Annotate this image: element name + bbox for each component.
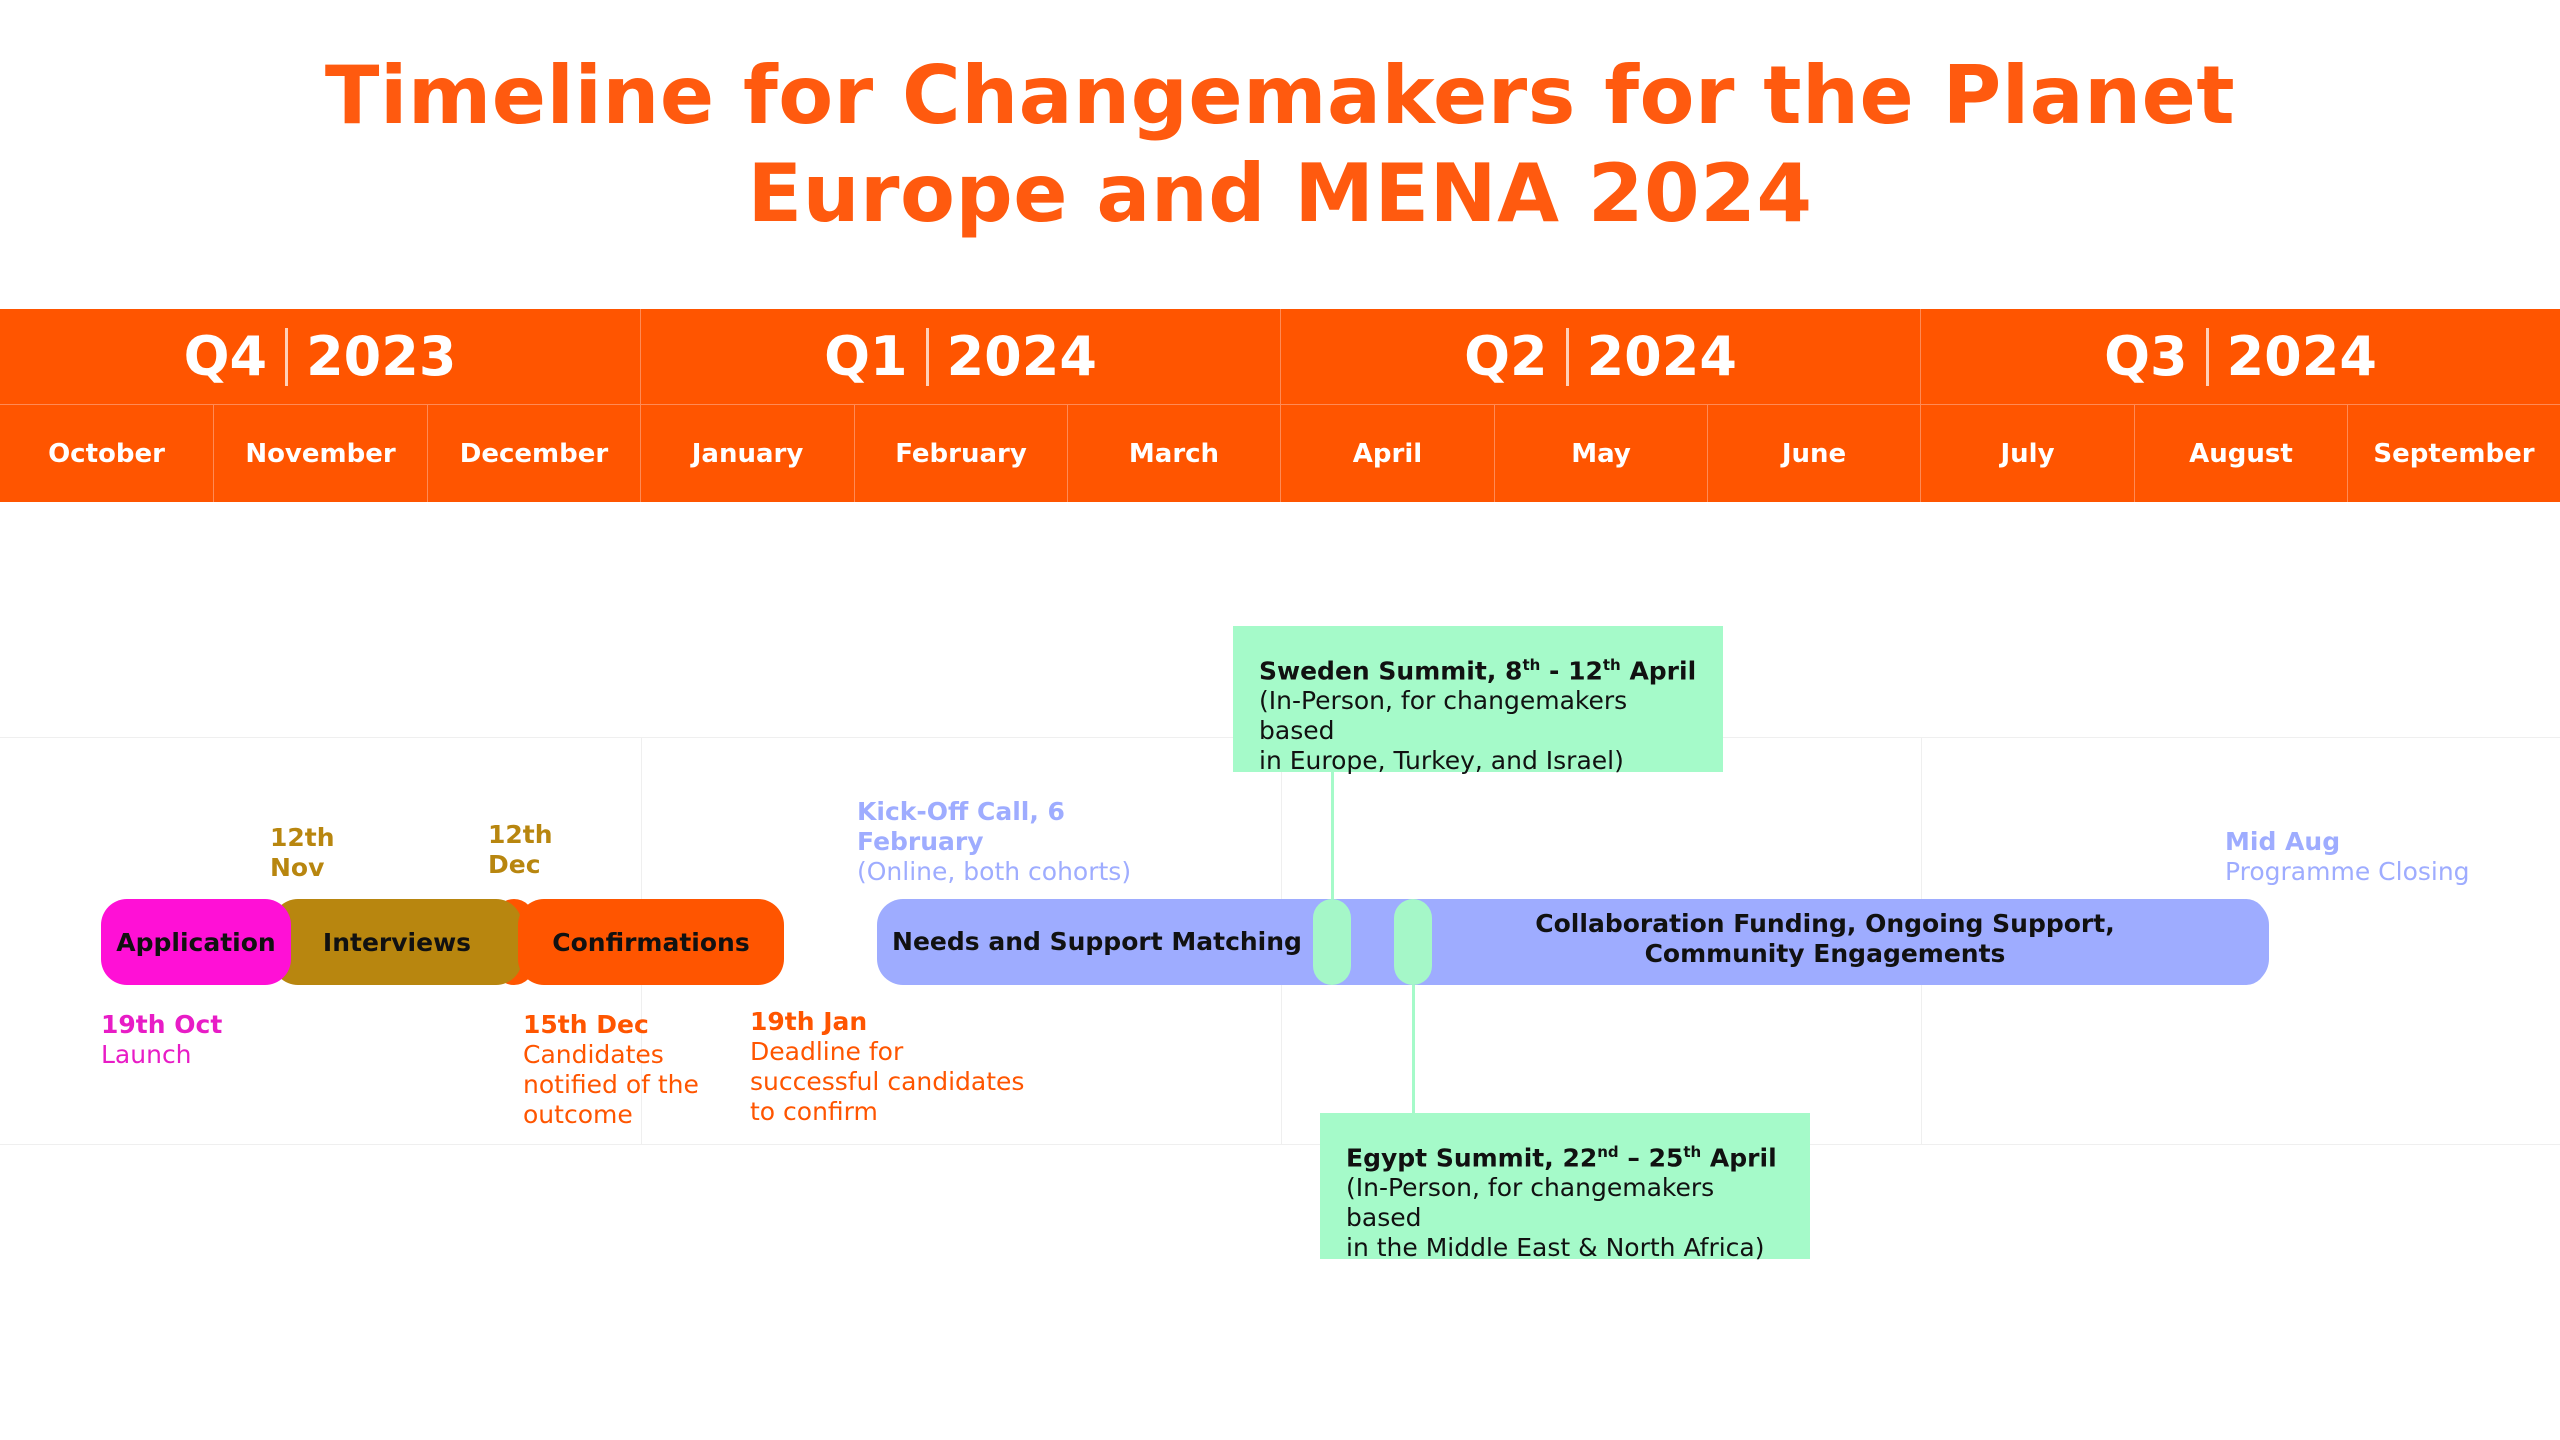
milestone-date: 19th Jan (750, 1007, 868, 1036)
summit-title-sup: th (1602, 656, 1621, 674)
milestone-desc: Deadline for (750, 1037, 904, 1066)
application-bar: Application (101, 899, 291, 985)
confirmations-bar: Confirmations (518, 899, 784, 985)
quarter-q1-2024 (641, 309, 1281, 405)
egypt-connector-line (1412, 982, 1415, 1116)
quarter-label: Q2 (1464, 325, 1548, 388)
milestone-date: 12th (488, 820, 553, 849)
milestone-desc: outcome (523, 1100, 633, 1129)
summit-title-part: – 25 (1618, 1143, 1684, 1173)
milestone-date: 19th Oct (101, 1010, 223, 1039)
milestone-kickoff (857, 797, 1131, 887)
egypt-summit-marker (1394, 899, 1432, 985)
summit-title-sup: th (1522, 656, 1541, 674)
month-january: January (641, 405, 855, 502)
milestone-desc: Programme Closing (2225, 857, 2470, 886)
milestone-desc: successful candidates (750, 1067, 1025, 1096)
milestone-desc: Candidates (523, 1040, 664, 1069)
month-march: March (1068, 405, 1281, 502)
month-november: November (214, 405, 428, 502)
month-july: July (1921, 405, 2135, 502)
month-june: June (1708, 405, 1921, 502)
milestone-date: 12th (270, 823, 335, 852)
sweden-summit-desc: in Europe, Turkey, and Israel) (1259, 746, 1624, 776)
milestone-date: 15th Dec (523, 1010, 649, 1039)
milestone-deadline (750, 1007, 1024, 1127)
bar-cap (2226, 899, 2266, 985)
page-title: Timeline for Changemakers for the Planet (324, 49, 2236, 142)
quarter-label: Q3 (2104, 325, 2188, 388)
milestone-title: Kick-Off Call, 6 (857, 797, 1065, 826)
milestone-launch (101, 1010, 222, 1070)
summit-title-part: Sweden Summit, 8 (1259, 656, 1523, 686)
milestone-title: February (857, 827, 984, 856)
quarter-year: 2024 (2226, 325, 2377, 388)
month-april: April (1281, 405, 1495, 502)
quarter-divider (285, 328, 288, 386)
egypt-summit-desc: in the Middle East & North Africa) (1346, 1233, 1765, 1263)
sweden-summit-box (1233, 626, 1723, 776)
collab-line-1: Collaboration Funding, Ongoing Support, (1535, 909, 2115, 938)
month-february: February (855, 405, 1068, 502)
quarter-q2-2024 (1281, 309, 1921, 405)
egypt-summit-desc: (In-Person, for changemakers based (1346, 1173, 1715, 1233)
month-september: September (2348, 405, 2560, 502)
milestone-desc: (Online, both cohorts) (857, 857, 1132, 886)
interviews-bar: Interviews (272, 899, 522, 985)
sweden-summit-marker (1313, 899, 1351, 985)
egypt-summit-title (1346, 1137, 1784, 1173)
quarter-divider (926, 328, 929, 386)
egypt-summit-box (1320, 1113, 1810, 1263)
month-august: August (2135, 405, 2348, 502)
summit-title-part: Egypt Summit, 22 (1346, 1143, 1598, 1173)
summit-title-part: April (1620, 656, 1697, 686)
summit-title-sup: th (1683, 1143, 1702, 1161)
milestone-notify (523, 1010, 699, 1130)
milestone-mid-aug (2225, 827, 2470, 887)
milestone-desc: notified of the (523, 1070, 699, 1099)
page-subtitle: Europe and MENA 2024 (747, 147, 1813, 240)
milestone-date: Nov (270, 853, 325, 882)
summit-title-sup: nd (1597, 1143, 1619, 1161)
milestone-date: Dec (488, 850, 541, 879)
month-may: May (1495, 405, 1708, 502)
quarter-year: 2024 (946, 325, 1097, 388)
milestone-12-nov (270, 823, 335, 883)
matching-bar-label: Needs and Support Matching (892, 927, 1302, 956)
collaboration-bar-label (1440, 909, 2210, 969)
quarter-year: 2023 (306, 325, 457, 388)
sweden-summit-title (1259, 650, 1697, 686)
quarter-q4-2023 (0, 309, 641, 405)
milestone-title: Mid Aug (2225, 827, 2341, 856)
quarter-label: Q1 (824, 325, 908, 388)
milestone-desc: to confirm (750, 1097, 878, 1126)
quarter-divider (1566, 328, 1569, 386)
sweden-summit-desc: (In-Person, for changemakers based (1259, 686, 1628, 746)
quarter-q3-2024 (1921, 309, 2560, 405)
milestone-12-dec (488, 820, 553, 880)
month-december: December (428, 405, 641, 502)
quarter-divider (2206, 328, 2209, 386)
summit-title-part: - 12 (1540, 656, 1603, 686)
collab-line-2: Community Engagements (1644, 939, 2006, 968)
quarter-label: Q4 (183, 325, 268, 388)
summit-title-part: April (1701, 1143, 1777, 1173)
month-october: October (0, 405, 214, 502)
sweden-connector-line (1331, 770, 1334, 902)
milestone-desc: Launch (101, 1040, 192, 1069)
quarter-year: 2024 (1586, 325, 1737, 388)
